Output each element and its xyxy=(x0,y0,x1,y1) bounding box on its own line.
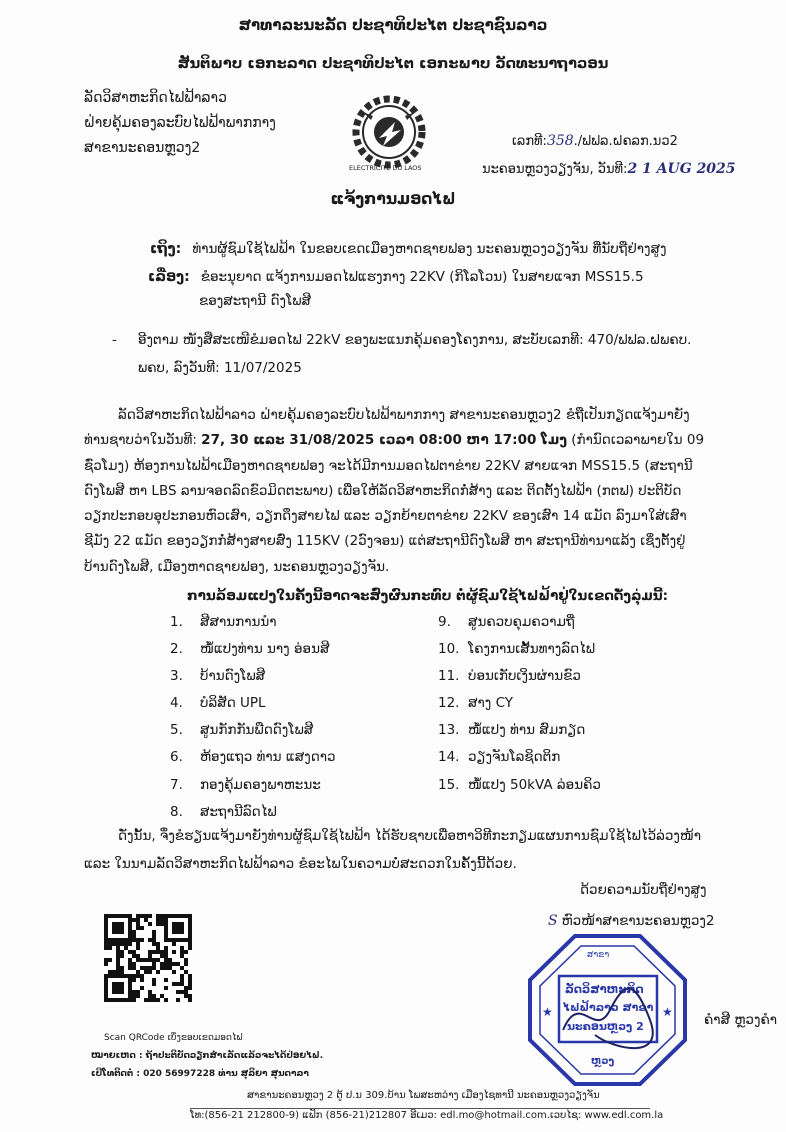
list-item-number: 15. xyxy=(438,776,460,793)
to-text: ທ່ານຜູ້ຊົມໃຊ້ໄຟຟ້າ ໃນຂອບເຂດເມືອງຫາດຊາຍຟອງ ນະຄອນຫຼວງວຽງຈັນ ທີ່ນັບຖືຢ່າງສູງ xyxy=(192,241,667,257)
list-item xyxy=(438,717,601,744)
reference-number-handwritten: 358 xyxy=(546,133,574,149)
national-header-line2: ສັນຕິພາບ ເອກະລາດ ປະຊາທິປະໄຕ ເອກະພາບ ວັດທະນາຖາວອນ xyxy=(177,56,609,72)
svg-text:★: ★ xyxy=(542,1005,553,1019)
list-item-label: ບໍລິສັດ UPL xyxy=(200,695,266,712)
contact-number: ເບີໂທຕິດຕໍ່ : 020 56997228 ທ່ານ ສຸລິຍາ ສຸນດາລາ xyxy=(91,1069,309,1079)
org-name: ລັດວິສາຫະກິດໄຟຟ້າລາວ xyxy=(84,90,227,106)
national-header-line1: ສາທາລະນະລັດ ປະຊາທິປະໄຕ ປະຊາຊົນລາວ xyxy=(238,16,548,34)
list-item xyxy=(438,772,601,799)
list-item-number: 4. xyxy=(170,695,183,712)
list-item-label: ຫ້ອງແຖວ ທ່ານ ແສງດາວ xyxy=(200,749,336,766)
list-item-label: ສູນກັກກັນພືດດົງໂພສີ xyxy=(200,722,314,739)
footer-contact: ໂທ:(856-21 212800-9) ແຟັກ (856-21)212807 ອີເມວ: edl.mo@hotmail.com.ເວບໄຊ: www.edl.com.la xyxy=(190,1110,664,1121)
regards-text: ດ້ວຍຄວາມນັບຖືຢ່າງສູງ xyxy=(580,882,707,898)
body-text: (ກຳນົດເວລາພາຍໃນ 09 xyxy=(567,432,705,449)
list-item-number: 11. xyxy=(438,668,460,685)
list-item xyxy=(170,609,336,636)
stamp-line2: ໄຟຟ້າລາວ ສາຂາ xyxy=(563,1001,654,1014)
subject-line xyxy=(148,266,644,285)
stamp-line3: ນະຄອນຫຼວງ 2 xyxy=(567,1020,644,1033)
reference-number-suffix: ./ຟຟລ.ຝຄລກ.ນວ2 xyxy=(573,134,678,149)
affected-areas-right xyxy=(438,609,601,799)
closing-line2: ແລະ ໃນນາມລັດວິສາຫະກິດໄຟຟ້າລາວ ຂໍອະໄພໃນຄວາມບໍ່ສະດວກໃນຄັ້ງນີ້ດ້ວຍ. xyxy=(84,856,517,872)
list-item-label: ບ້ານດົງໂພສີ xyxy=(200,668,266,685)
addressee-line xyxy=(150,238,667,257)
org-branch: ສາຂານະຄອນຫຼວງ2 xyxy=(84,140,201,156)
list-item-label: ໜໍ້ແປງ 50kVA ລ່ອນຄິວ xyxy=(468,776,601,793)
signature-mark: S xyxy=(548,913,558,929)
list-item xyxy=(170,772,336,799)
signatory-name: ຄຳສີ ຫຼວງຄຳ xyxy=(704,1012,778,1028)
outage-schedule: 27, 30 ແລະ 31/08/2025 ເວລາ 08:00 ຫາ 17:00 ໂມງ xyxy=(201,432,567,449)
reference-basis-line2: ພຄບ, ລົງວັນທີ: 11/07/2025 xyxy=(138,360,302,376)
list-item-number: 2. xyxy=(170,641,183,658)
signatory-title-line xyxy=(548,913,714,929)
body-line-dates xyxy=(84,428,724,453)
list-item xyxy=(438,663,601,690)
affected-areas-left xyxy=(170,609,336,826)
affected-areas-intro: ການລ້ອມແປງໃນຄັ້ງນີ້ອາດຈະສົ່ງຜົນກະທົບ ຕໍ່ຜູ້ຊົມໃຊ້ໄຟຟ້າຢູ່ໃນເຂດດັ່ງລຸ່ມນີ້: xyxy=(187,588,668,604)
list-item-number: 5. xyxy=(170,722,183,739)
body-line: ວຽກປະກອບອຸປະກອນຫົວເສົາ, ວຽກດຶງສາຍໄຟ ແລະ ວຽກຍ້າຍຕາຂ່າຍ 22KV ຂອງເສົາ 14 ແມັດ ລົງມາໃສ່ເສົາ xyxy=(84,508,687,525)
note-text: ໝາຍເຫດ : ຖ້າປະຕິບັດວຽກສຳເລັດແລ້ວຈະໄດ້ປ່ອຍໄຟ. xyxy=(91,1051,324,1061)
closing-line1: ດັ່ງນັ້ນ, ຈຶ່ງຂໍຮຽນແຈ້ງມາຍັງທ່ານຜູ້ຊົມໃຊ້ໄຟຟ້າ ໄດ້ຮັບຊາບເພື່ອຫາວິທີກະກຽມແຜນການຊົມໃຊ້ໄຟໄວ້ລ່ວງໜ້າ xyxy=(118,828,702,844)
list-item-label: ໂຄງການເສັ້ນທາງລົດໄຟ xyxy=(468,641,596,658)
list-item xyxy=(170,744,336,771)
document-title: ແຈ້ງການມອດໄຟ xyxy=(330,190,456,208)
reference-basis-line1: ອີງຕາມ ໜັງສືສະເໜີຂໍມອດໄຟ 22kV ຂອງພະແນກຄຸ້ມຄອງໂຄງການ, ສະບັບເລກທີ: 470/ຟຟລ.ຝພຄບ. xyxy=(138,332,692,348)
list-item-number: 14. xyxy=(438,749,460,766)
list-item xyxy=(438,744,601,771)
footer-divider xyxy=(190,1108,650,1109)
list-item xyxy=(170,690,336,717)
list-item-number: 3. xyxy=(170,668,183,685)
list-item xyxy=(438,690,601,717)
list-item-number: 9. xyxy=(438,614,451,630)
reference-date-label: ນະຄອນຫຼວງວຽງຈັນ, ວັນທີ: xyxy=(482,162,628,177)
body-paragraph xyxy=(84,403,724,580)
list-item-label: ບ່ອນເກັບເງິນຜ່ານຂົວ xyxy=(468,668,581,685)
list-item-number: 12. xyxy=(438,695,460,712)
list-item-label: ກອງຄຸ້ມຄອງພາຫະນະ xyxy=(200,776,321,793)
qr-code[interactable] xyxy=(104,910,192,1006)
svg-text:★: ★ xyxy=(662,1005,673,1019)
organization-block xyxy=(84,86,276,161)
subject-label: ເລື່ອງ: xyxy=(148,269,190,285)
body-line: ຊົ່ວໂມງ) ຫ້ອງການໄຟຟ້າເມືອງຫາດຊາຍຟອງ ຈະໄດ້ມີການມອດໄຟຕາຂ່າຍ 22KV ສາຍແຈກ MSS15.5 (ສະຖານີ xyxy=(84,457,693,474)
list-item-number: 6. xyxy=(170,749,183,766)
signatory-title: ຫົວໜ້າສາຂານະຄອນຫຼວງ2 xyxy=(561,913,715,929)
subject-text-continued: ຂອງສະຖານີ ດົງໂພສີ xyxy=(199,293,312,309)
reference-bullet: - xyxy=(112,332,117,348)
stamp-bottom: ຫຼວງ xyxy=(591,1056,615,1067)
list-item-label: ສີສານການນຳ xyxy=(200,614,277,630)
logo-caption: ELECTRICITE DU LAOS xyxy=(349,164,422,172)
body-line: ຊີມັງ 22 ແມັດ ຂອງວຽກກໍ່ສ້າງສາຍສົ່ງ 115KV (2ວົງຈອນ) ແຕ່ສະຖານີດົງໂພສີ ຫາ ສະຖານີທ່ານາແລ້ງ ເຊິ່ງຕັ້ງຢູ່ xyxy=(84,533,686,550)
stamp-top: ສາຂາ xyxy=(587,950,610,960)
list-item-label: ສາງ CY xyxy=(468,695,514,712)
stamp-line1: ລັດວິສາຫະກິດ xyxy=(565,982,644,996)
body-line: ດົງໂພສີ ຫາ LBS ລານຈອດລົດຂົວມິດຕະພາບ) ເພື່ອໃຫ້ລັດວິສາຫະກິດກໍ່ສ້າງ ແລະ ຕິດຕັ້ງໄຟຟ້າ (ກຕຟ) ປະຕິບັດ xyxy=(84,482,682,499)
list-item-label: ສະຖານີລົດໄຟ xyxy=(200,803,277,820)
list-item xyxy=(438,609,601,636)
handwritten-signature xyxy=(555,970,665,1060)
list-item xyxy=(170,717,336,744)
list-item-label: ໜໍ້ແປງທ່ານ ນາງ ອ່ອນສີ xyxy=(200,641,330,658)
qr-code-graphic xyxy=(104,910,192,1006)
list-item xyxy=(438,636,601,663)
list-item xyxy=(170,663,336,690)
edl-logo xyxy=(343,86,435,178)
reference-number xyxy=(512,133,678,149)
list-item-number: 10. xyxy=(438,641,460,658)
to-label: ເຖິງ: xyxy=(150,241,182,257)
footer-address: ສາຂານະຄອນຫຼວງ 2 ຕູ້ ປ.ນ 309.ບ້ານ ໂພສະຫວ່າງ ເມືອງໄຊທານີ ນະຄອນຫຼວງວຽງຈັນ xyxy=(247,1090,600,1101)
reference-date-handwritten: 2 1 AUG 2025 xyxy=(627,161,736,177)
list-item xyxy=(170,799,336,826)
list-item-number: 13. xyxy=(438,722,460,739)
list-item-label: ວຽງຈັນໂລຊິດຕິກ xyxy=(468,749,561,766)
qr-caption: Scan QRCode ເບິ່ງຂອບເຂດມອດໄຟ xyxy=(104,1033,243,1043)
official-stamp xyxy=(525,930,690,1090)
list-item-label: ໜໍ້ແປງ ທ່ານ ສົມກຽດ xyxy=(468,722,586,739)
list-item-number: 1. xyxy=(170,614,183,630)
list-item-number: 7. xyxy=(170,776,183,793)
list-item-number: 8. xyxy=(170,803,183,820)
reference-date xyxy=(482,161,736,177)
body-text: ທ່ານຊາບວ່າໃນວັນທີ: xyxy=(84,432,202,449)
list-item-label: ສູນຄວບຄຸມຄວາມຖີ່ xyxy=(468,614,575,630)
org-division: ຝ່າຍຄຸ້ມຄອງລະບົບໄຟຟ້າພາກກາງ xyxy=(84,115,276,131)
subject-text: ຂໍອະນຸຍາດ ແຈ້ງການມອດໄຟແຮງກາງ 22KV (ກິໂລໂວນ) ໃນສາຍແຈກ MSS15.5 xyxy=(200,269,644,285)
list-item xyxy=(170,636,336,663)
body-line: ລັດວິສາຫະກິດໄຟຟ້າລາວ ຝ່າຍຄຸ້ມຄອງລະບົບໄຟຟ້າພາກກາງ ສາຂານະຄອນຫຼວງ2 ຂໍຖືເປັນກຽດແຈ້ງມາຍັງ xyxy=(118,407,690,423)
reference-number-label: ເລກທີ: xyxy=(512,134,547,149)
body-line: ບ້ານດົງໂພສີ, ເມືອງຫາດຊາຍຟອງ, ນະຄອນຫຼວງວຽງຈັນ. xyxy=(84,558,390,575)
